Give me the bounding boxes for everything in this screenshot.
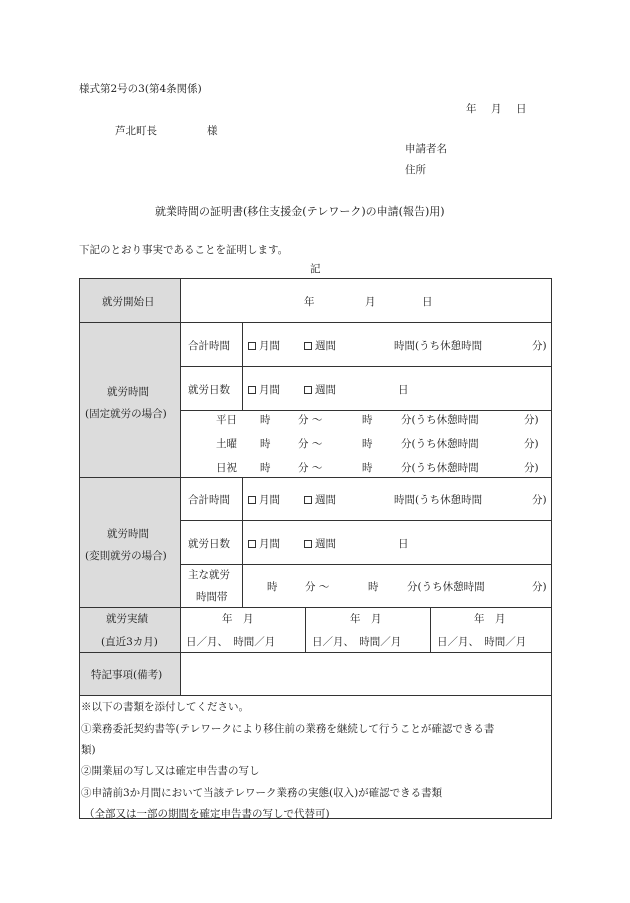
record-values-3: 日／月、 時間／月 xyxy=(437,636,527,648)
honorific: 様 xyxy=(207,125,218,137)
variable-workdays-label: 就労日数 xyxy=(188,538,230,550)
schedule-end-hour: 時 xyxy=(362,414,373,426)
addressee: 芦北町長 xyxy=(115,125,157,137)
fixed-weekly-option[interactable]: 週間 xyxy=(304,338,336,353)
schedule-start-hour: 時 xyxy=(260,438,271,450)
start-date-month: 月 xyxy=(365,296,376,308)
fixed-days-suffix: 日 xyxy=(398,384,409,396)
record-label-line1: 就労実績 xyxy=(106,613,148,625)
checkbox-weekly[interactable] xyxy=(304,342,312,350)
schedule-start-hour: 時 xyxy=(260,462,271,474)
ki-label: 記 xyxy=(310,263,321,275)
checkbox-weekly[interactable] xyxy=(304,540,312,548)
main-hours-label-line2: 時間帯 xyxy=(196,591,228,603)
schedule-end-hour: 時 xyxy=(362,438,373,450)
record-month-2: 年 月 xyxy=(350,613,382,625)
page-title: 就業時間の証明書(移住支援金(テレワーク)の申請(報告)用) xyxy=(155,205,445,218)
fixed-label-line2: (固定就労の場合) xyxy=(85,408,167,420)
variable-days-suffix: 日 xyxy=(398,538,409,550)
variable-monthly-option[interactable]: 月間 xyxy=(248,492,280,507)
notes-line: ②開業届の写し又は確定申告書の写し xyxy=(81,765,260,777)
schedule-day-label: 平日 xyxy=(216,414,237,426)
band-end-hour: 時 xyxy=(368,581,379,593)
schedule-end-hour: 時 xyxy=(362,462,373,474)
variable-label-line2: (変則就労の場合) xyxy=(85,550,167,562)
schedule-close: 分) xyxy=(524,462,539,474)
schedule-end-minute: 分(うち休憩時間 xyxy=(401,438,479,450)
schedule-day-label: 日祝 xyxy=(216,462,237,474)
schedule-day-label: 土曜 xyxy=(216,438,237,450)
date-line: 年 月 日 xyxy=(466,103,529,115)
fixed-workdays-label: 就労日数 xyxy=(188,384,230,396)
fixed-label-line1: 就労時間 xyxy=(107,386,149,398)
address-label: 住所 xyxy=(405,164,426,176)
form-number: 様式第2号の3(第4条関係) xyxy=(79,83,202,95)
applicant-name-label: 申請者名 xyxy=(405,143,447,155)
schedule-start-minute: 分 ～ xyxy=(298,414,323,426)
label-cell-fixed xyxy=(80,322,180,477)
schedule-start-minute: 分 ～ xyxy=(298,438,323,450)
variable-total-hours-label: 合計時間 xyxy=(188,494,230,506)
fixed-workdays-weekly[interactable]: 週間 xyxy=(304,382,336,397)
start-date-label: 就労開始日 xyxy=(102,296,155,308)
variable-minutes-close: 分) xyxy=(532,494,547,506)
checkbox-monthly[interactable] xyxy=(248,342,256,350)
schedule-start-minute: 分 ～ xyxy=(298,462,323,474)
certificate-form xyxy=(79,278,552,819)
fixed-hours-suffix: 時間(うち休憩時間 xyxy=(394,340,483,352)
checkbox-monthly[interactable] xyxy=(248,386,256,394)
band-close: 分) xyxy=(532,581,547,593)
statement: 下記のとおり事実であることを証明します。 xyxy=(79,244,289,256)
band-start-hour: 時 xyxy=(267,581,278,593)
notes-line: ③申請前3か月間において当該テレワーク業務の実態(収入)が確認できる書類 xyxy=(81,787,443,799)
notes-line: ※以下の書類を添付してください。 xyxy=(81,701,249,713)
start-date-year: 年 xyxy=(304,296,315,308)
notes-line: （全部又は一部の期間を確定申告書の写しで代替可) xyxy=(84,808,330,820)
fixed-monthly-option[interactable]: 月間 xyxy=(248,338,280,353)
schedule-end-minute: 分(うち休憩時間 xyxy=(401,462,479,474)
start-date-day: 日 xyxy=(422,296,433,308)
remarks-field[interactable] xyxy=(181,653,551,694)
fixed-total-hours-label: 合計時間 xyxy=(188,340,230,352)
schedule-close: 分) xyxy=(524,414,539,426)
variable-weekly-option[interactable]: 週間 xyxy=(304,492,336,507)
band-end-minute: 分(うち休憩時間 xyxy=(407,581,485,593)
record-values-2: 日／月、 時間／月 xyxy=(312,636,402,648)
record-label-line2: (直近3カ月) xyxy=(101,636,158,648)
label-cell-variable xyxy=(80,477,180,607)
checkbox-monthly[interactable] xyxy=(248,496,256,504)
schedule-start-hour: 時 xyxy=(260,414,271,426)
variable-workdays-monthly[interactable]: 月間 xyxy=(248,536,280,551)
schedule-close: 分) xyxy=(524,438,539,450)
remarks-label: 特記事項(備考) xyxy=(91,669,163,681)
record-values-1: 日／月、 時間／月 xyxy=(186,636,276,648)
record-month-3: 年 月 xyxy=(474,613,506,625)
variable-workdays-weekly[interactable]: 週間 xyxy=(304,536,336,551)
schedule-end-minute: 分(うち休憩時間 xyxy=(401,414,479,426)
band-start-minute: 分 ～ xyxy=(305,581,330,593)
variable-label-line1: 就労時間 xyxy=(107,528,149,540)
checkbox-monthly[interactable] xyxy=(248,540,256,548)
checkbox-weekly[interactable] xyxy=(304,386,312,394)
fixed-minutes-close: 分) xyxy=(532,340,547,352)
record-month-1: 年 月 xyxy=(222,613,254,625)
notes-line: 類) xyxy=(81,744,96,756)
checkbox-weekly[interactable] xyxy=(304,496,312,504)
main-hours-label-line1: 主な就労 xyxy=(188,569,230,581)
fixed-workdays-monthly[interactable]: 月間 xyxy=(248,382,280,397)
notes-line: ①業務委託契約書等(テレワークにより移住前の業務を継続して行うことが確認できる書 xyxy=(81,723,495,735)
variable-hours-suffix: 時間(うち休憩時間 xyxy=(394,494,483,506)
